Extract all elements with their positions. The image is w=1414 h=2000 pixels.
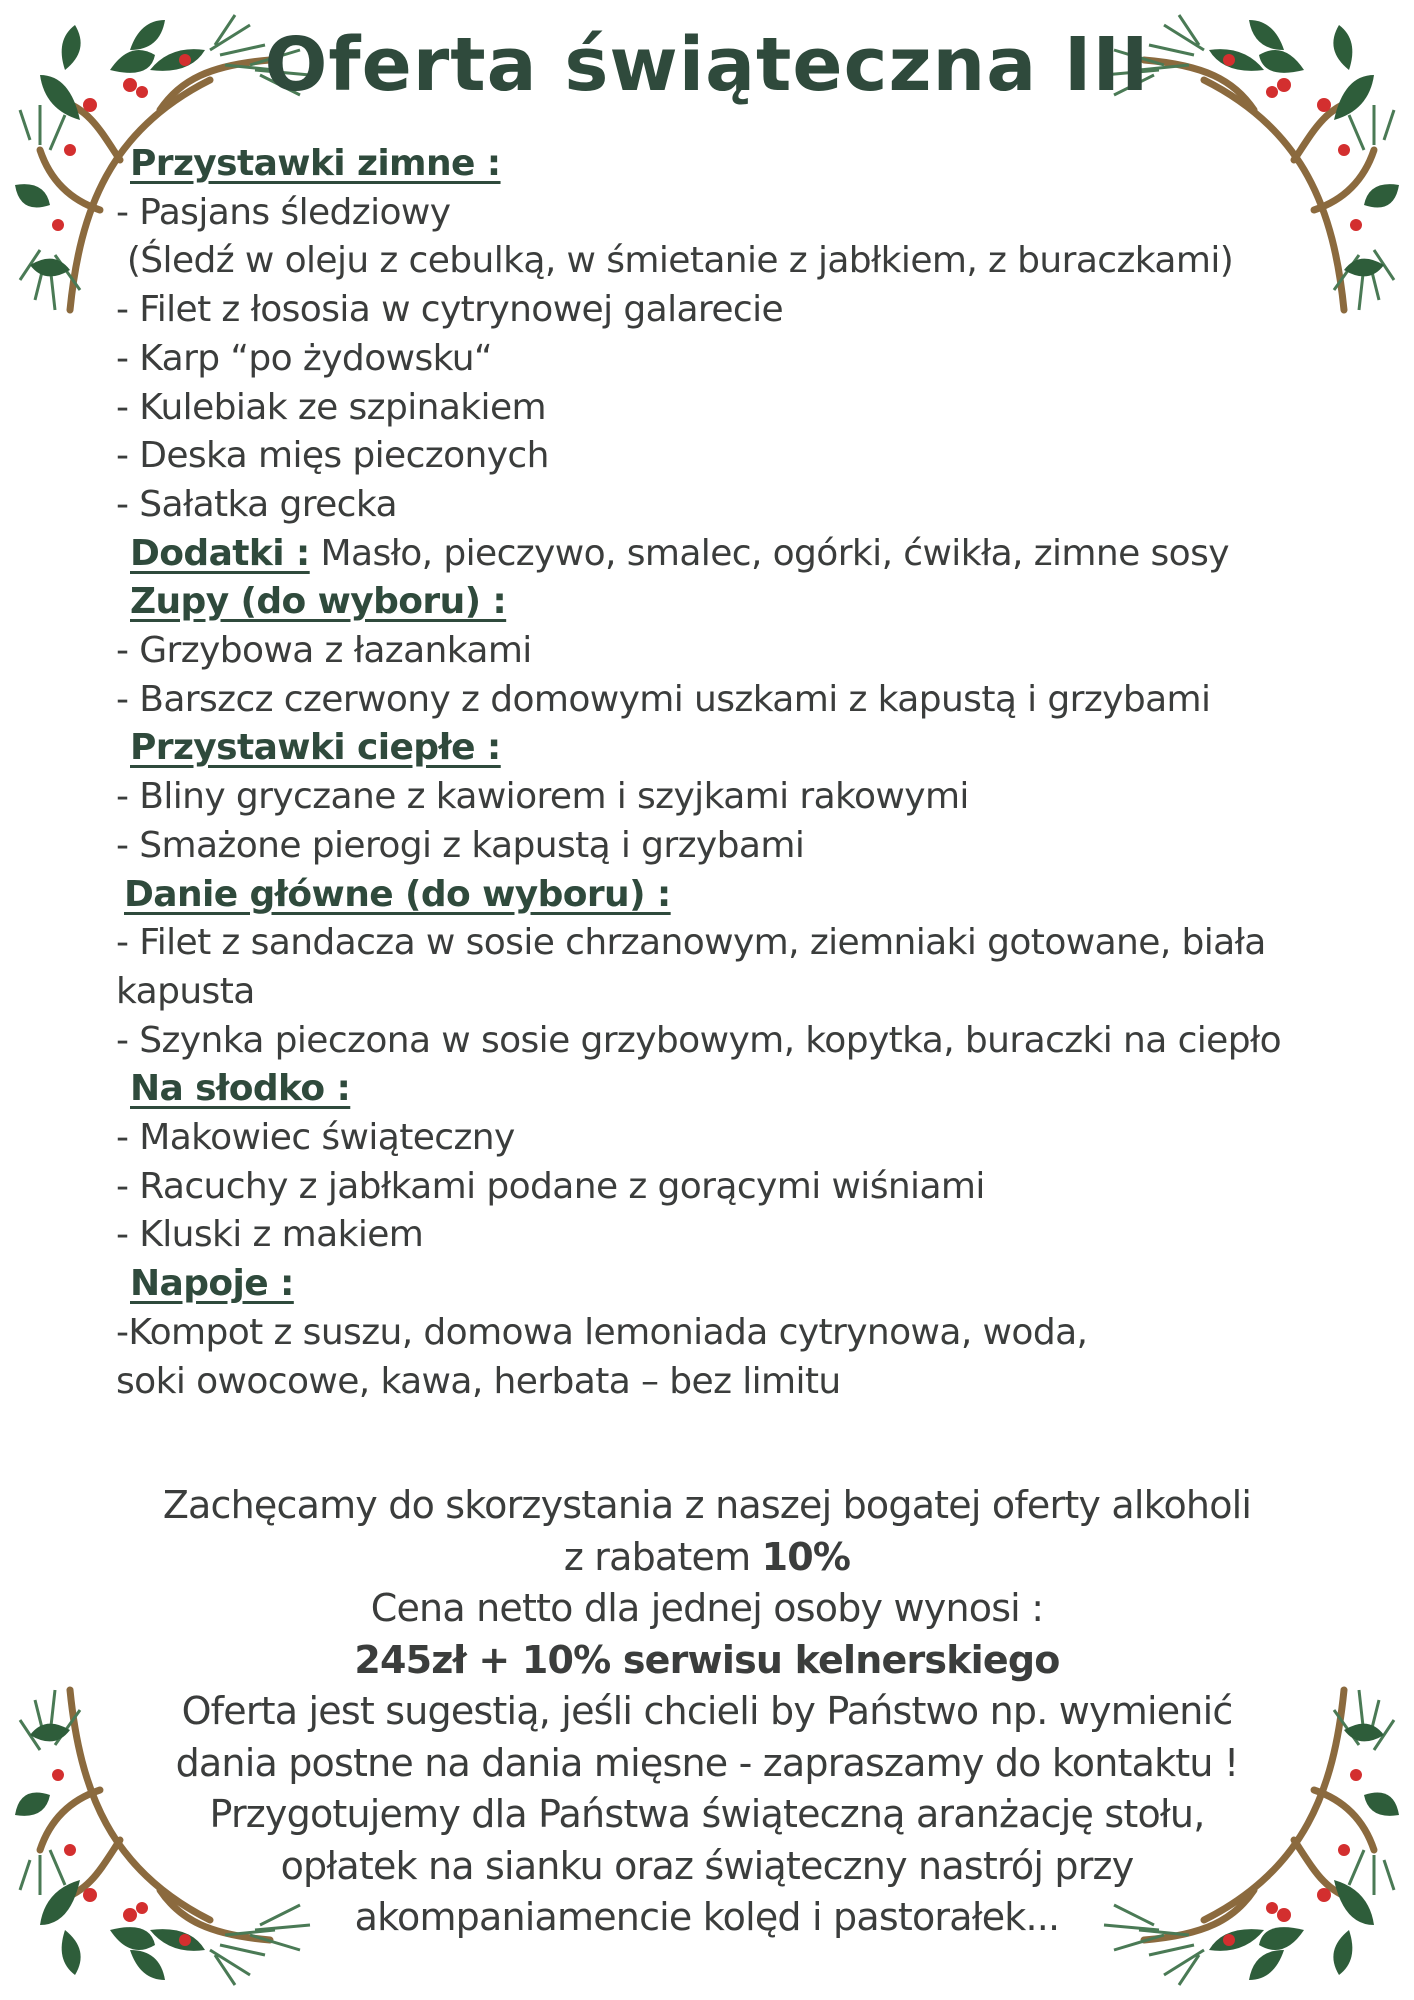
section-heading-extras: Dodatki : <box>130 532 310 574</box>
section-heading-warm-starters: Przystawki ciepłe : <box>130 727 501 769</box>
menu-item: - Smażone pierogi z kapustą i grzybami <box>116 824 805 866</box>
footer-note: opłatek na sianku oraz świąteczny nastrój przy <box>280 1843 1134 1888</box>
menu-item: - Pasjans śledziowy <box>116 191 451 233</box>
footer-note: akompaniamencie kolęd i pastorałek... <box>354 1895 1060 1939</box>
section-heading-cold-starters: Przystawki zimne : <box>130 143 501 184</box>
discount-line <box>120 1532 1294 1584</box>
menu-item: - Makowiec świąteczny <box>116 1117 515 1159</box>
extras-text: Masło, pieczywo, smalec, ogórki, ćwikła, zimne sosy <box>309 532 1229 574</box>
menu-item: - Sałatka grecka <box>116 483 397 525</box>
offer-footer <box>120 1480 1294 1944</box>
section-heading-main-course: Danie główne (do wyboru) : <box>124 873 671 915</box>
menu-item: - Bliny gryczane z kawiorem i szyjkami rakowymi <box>116 776 969 818</box>
menu-item: - Karp “po żydowsku“ <box>116 337 493 379</box>
menu-item: - Kulebiak ze szpinakiem <box>116 386 546 428</box>
section-heading-drinks: Napoje : <box>130 1263 294 1305</box>
section-heading-dessert: Na słodko : <box>130 1068 351 1110</box>
price-label: Cena netto dla jednej osoby wynosi : <box>370 1586 1044 1630</box>
menu-item: - Szynka pieczona w sosie grzybowym, kopytka, buraczki na ciepło <box>116 1019 1282 1061</box>
menu-item: - Racuchy z jabłkami podane z gorącymi wiśniami <box>116 1165 985 1207</box>
menu-item: - Filet z sandacza w sosie chrzanowym, ziemniaki gotowane, biała <box>116 922 1266 964</box>
footer-note: dania postne na dania mięsne - zapraszamy do kontaktu ! <box>175 1740 1239 1785</box>
menu-item-continuation: kapusta <box>116 970 255 1012</box>
alcohol-offer-text: Zachęcamy do skorzystania z naszej bogatej oferty alkoholi <box>162 1483 1252 1527</box>
menu-item: - Grzybowa z łazankami <box>116 630 532 672</box>
page-title: Oferta świąteczna III <box>264 22 1150 108</box>
menu-item: - Kluski z makiem <box>116 1214 424 1256</box>
menu-item: -Kompot z suszu, domowa lemoniada cytrynowa, woda, <box>116 1311 1088 1353</box>
discount-prefix: z rabatem <box>563 1534 762 1579</box>
menu-list <box>116 140 1282 1406</box>
extras-line <box>116 530 1276 579</box>
footer-note: Przygotujemy dla Państwa świąteczną aranżację stołu, <box>209 1792 1205 1836</box>
price-value: 245zł + 10% serwisu kelnerskiego <box>354 1637 1060 1682</box>
menu-item-continuation: soki owocowe, kawa, herbata – bez limitu <box>116 1360 841 1402</box>
menu-item: - Barszcz czerwony z domowymi uszkami z kapustą i grzybami <box>116 678 1211 720</box>
menu-item: - Filet z łososia w cytrynowej galarecie <box>116 289 784 331</box>
menu-item: - Deska mięs pieczonych <box>116 435 549 477</box>
menu-item-description: (Śledź w oleju z cebulką, w śmietanie z jabłkiem, z buraczkami) <box>116 240 1234 282</box>
section-heading-soups: Zupy (do wyboru) : <box>130 581 507 623</box>
discount-value: 10% <box>761 1534 851 1579</box>
footer-note: Oferta jest sugestią, jeśli chcieli by Państwo np. wymienić <box>181 1689 1233 1733</box>
